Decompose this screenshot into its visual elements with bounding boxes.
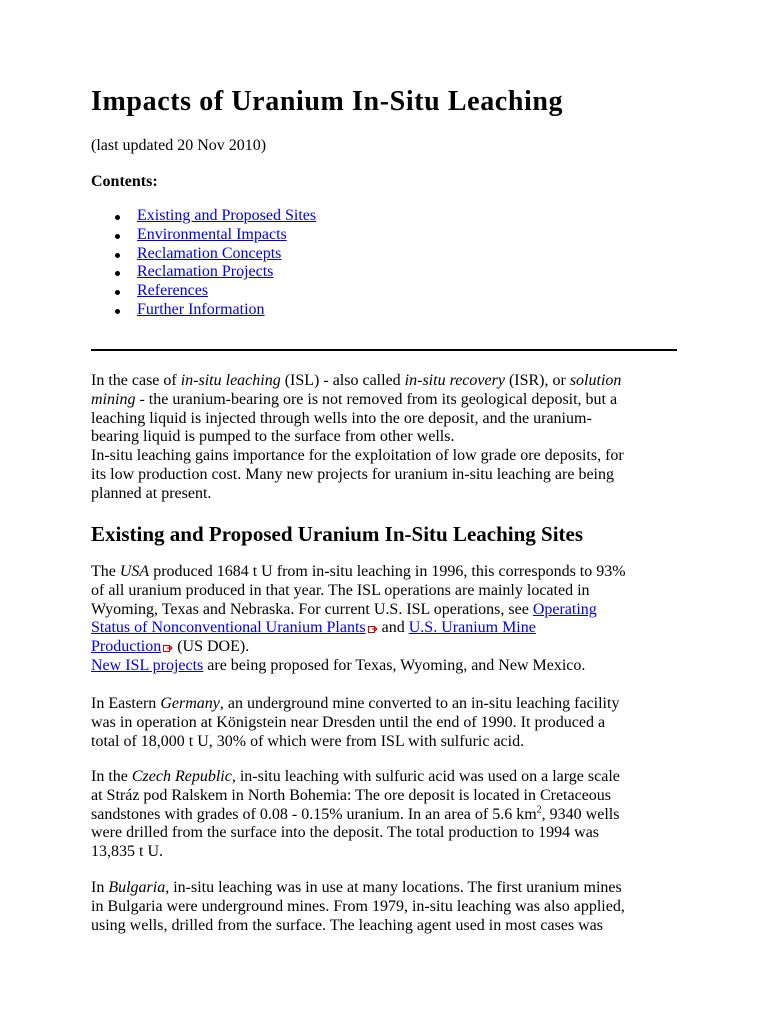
text-line xyxy=(91,806,681,825)
toc-item xyxy=(91,263,316,282)
text-line xyxy=(91,768,681,787)
term-solution: solution xyxy=(569,372,622,389)
toc-link-environmental-impacts[interactable]: Environmental Impacts xyxy=(137,225,287,243)
page-title: Impacts of Uranium In-Situ Leaching xyxy=(91,86,564,117)
bullet-icon xyxy=(115,309,120,314)
term-germany: Germany xyxy=(160,695,220,712)
text-line xyxy=(91,619,681,638)
section-heading: Existing and Proposed Uranium In-Situ Leaching Sites xyxy=(91,522,584,546)
text-line: total of 18,000 t U, 30% of which were from ISL with sulfuric acid. xyxy=(91,732,525,750)
text-run: and xyxy=(377,619,409,637)
text-line xyxy=(91,879,681,898)
text-run: produced 1684 t U from in-situ leaching in 1996, this corresponds to 93% xyxy=(149,563,626,580)
external-link-icon[interactable] xyxy=(368,625,378,633)
text-line: of all uranium produced in that year. The ISL operations are mainly located in xyxy=(91,581,590,599)
text-run: , an underground mine converted to an in-situ leaching facility xyxy=(219,695,620,712)
toc-link-reclamation-concepts[interactable]: Reclamation Concepts xyxy=(137,244,282,262)
toc-item xyxy=(91,207,316,226)
toc-item xyxy=(91,301,316,320)
text-line: leaching liquid is injected through wells into the ore deposit, and the uranium- xyxy=(91,409,592,427)
bullet-icon xyxy=(115,253,120,258)
link-operating-status-part1[interactable]: Operating xyxy=(532,600,597,618)
text-line: bearing liquid is pumped to the surface from other wells. xyxy=(91,428,455,446)
term-bulgaria: Bulgaria xyxy=(108,879,166,896)
text-run: The xyxy=(91,563,120,580)
last-updated: (last updated 20 Nov 2010) xyxy=(91,137,267,154)
text-line xyxy=(91,657,681,676)
toc-link-further-information[interactable]: Further Information xyxy=(137,300,265,318)
toc-link-existing-sites[interactable]: Existing and Proposed Sites xyxy=(137,207,317,224)
term-czech-republic: Czech Republic xyxy=(131,768,232,785)
link-mine-production-part1[interactable]: U.S. Uranium Mine xyxy=(408,619,536,637)
text-run: (US DOE). xyxy=(173,638,250,656)
text-line: using wells, drilled from the surface. The leaching agent used in most cases was xyxy=(91,916,604,934)
text-line: 13,835 t U. xyxy=(91,843,163,861)
text-line: were drilled from the surface into the deposit. The total production to 1994 was xyxy=(91,824,600,842)
term-usa: USA xyxy=(119,563,150,580)
toc-link-references[interactable]: References xyxy=(137,282,209,300)
text-run: In Eastern xyxy=(91,695,161,712)
intro-paragraph xyxy=(91,372,681,504)
toc-link-reclamation-projects[interactable]: Reclamation Projects xyxy=(137,263,274,281)
bulgaria-paragraph xyxy=(91,879,681,935)
text-run: In xyxy=(91,879,109,896)
germany-paragraph xyxy=(91,695,681,751)
contents-label: Contents: xyxy=(91,173,158,190)
text-run: sandstones with grades of 0.08 - 0.15% uranium. In an area of 5.6 km xyxy=(91,805,537,823)
bullet-icon xyxy=(115,234,120,239)
text-line: in Bulgaria were underground mines. From 1979, in-situ leaching was also applied, xyxy=(91,897,625,915)
text-line: In-situ leaching gains importance for the exploitation of low grade ore deposits, for xyxy=(91,447,624,465)
bullet-icon xyxy=(115,271,120,276)
text-run: , in-situ leaching was in use at many locations. The first uranium mines xyxy=(165,879,622,896)
term-in-situ-recovery: in-situ recovery xyxy=(404,372,505,389)
link-new-isl-projects[interactable]: New ISL projects xyxy=(91,656,204,674)
text-run: Wyoming, Texas and Nebraska. For current U.S. ISL operations, see xyxy=(91,600,533,618)
text-line xyxy=(91,638,681,657)
czech-paragraph xyxy=(91,768,681,862)
term-mining: mining xyxy=(91,390,136,408)
text-line xyxy=(91,601,681,620)
link-mine-production-part2[interactable]: Production xyxy=(91,638,162,656)
bullet-icon xyxy=(115,215,120,220)
text-run: In the xyxy=(91,768,132,785)
horizontal-divider xyxy=(91,349,677,351)
table-of-contents xyxy=(91,207,316,320)
usa-paragraph xyxy=(91,563,681,676)
text-run: are being proposed for Texas, Wyoming, and New Mexico. xyxy=(203,656,586,674)
toc-item xyxy=(91,282,316,301)
bullet-icon xyxy=(115,290,120,295)
external-link-icon[interactable] xyxy=(163,644,173,652)
text-line: was in operation at Königstein near Dresden until the end of 1990. It produced a xyxy=(91,713,606,731)
text-run: , 9340 wells xyxy=(541,805,620,823)
text-line: at Stráz pod Ralskem in North Bohemia: The ore deposit is located in Cretaceous xyxy=(91,786,612,804)
text-line: its low production cost. Many new projects for uranium in-situ leaching are being xyxy=(91,465,614,483)
text-run: In the case of xyxy=(91,372,181,389)
text-line xyxy=(91,372,681,391)
text-line xyxy=(91,563,681,582)
link-operating-status-part2[interactable]: Status of Nonconventional Uranium Plants xyxy=(91,619,366,637)
text-line: planned at present. xyxy=(91,484,212,502)
text-run: (ISR), or xyxy=(504,372,570,389)
term-in-situ-leaching: in-situ leaching xyxy=(180,372,281,389)
superscript: 2 xyxy=(536,804,542,816)
text-run: , in-situ leaching with sulfuric acid was used on a large scale xyxy=(231,768,620,785)
toc-item xyxy=(91,245,316,264)
text-run: (ISL) - also called xyxy=(280,372,405,389)
text-line xyxy=(91,695,681,714)
text-line xyxy=(91,391,681,410)
text-run: - the uranium-bearing ore is not removed from its geological deposit, but a xyxy=(135,390,618,408)
toc-item xyxy=(91,226,316,245)
